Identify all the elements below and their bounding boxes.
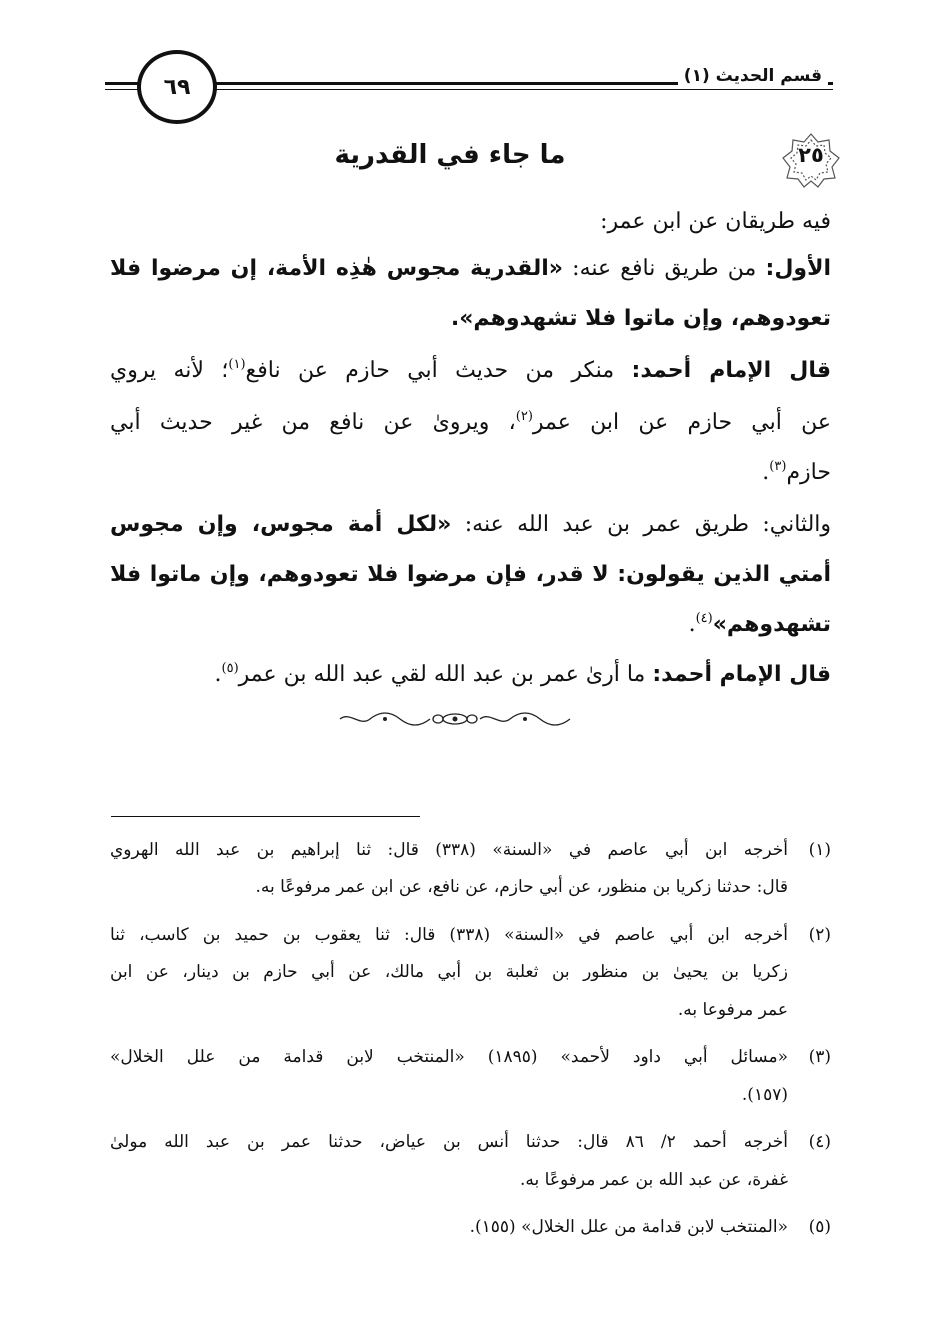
paragraph-second-line-1 bbox=[110, 514, 831, 536]
footnote-5-number: (٥) bbox=[808, 1217, 831, 1237]
label-imam-ahmad-2: قال الإمام أحمد: bbox=[652, 662, 831, 687]
footnote-ref-5[interactable]: (٥) bbox=[221, 661, 239, 676]
footnote-3-line-2: (١٥٧). bbox=[741, 1085, 788, 1105]
ahmad-comment-3a: حازم bbox=[786, 460, 831, 485]
header-rule-main-thin bbox=[205, 89, 833, 90]
label-first: الأول: bbox=[765, 256, 831, 281]
footnote-ref-3[interactable]: (٣) bbox=[769, 459, 787, 474]
label-imam-ahmad-1: قال الإمام أحمد: bbox=[631, 358, 831, 383]
hadith-quote-2b: أمتي الذين يقولون: لا قدر، فإن مرضوا فلا تعودوهم، وإن ماتوا فلا bbox=[110, 562, 831, 587]
footnote-1-number: (١) bbox=[808, 840, 831, 860]
second-route-text: والثاني: طريق عمر بن عبد الله عنه: bbox=[464, 512, 832, 537]
hadith-quote-2a: «لكل أمة مجوس، وإن مجوس bbox=[110, 512, 452, 537]
paragraph-ahmad-line-3 bbox=[110, 459, 831, 485]
hadith-quote-1b: تعودوهم، وإن ماتوا فلا تشهدوهم». bbox=[450, 306, 831, 331]
footnote-ref-4[interactable]: (٤) bbox=[695, 611, 713, 626]
footnote-3-line-1: «مسائل أبي داود لأحمد» (١٨٩٥) «المنتخب لابن قدامة من علل الخلال» bbox=[110, 1047, 788, 1067]
paragraph-first-line-1 bbox=[110, 258, 831, 280]
ahmad-comment-1a: منكر من حديث أبي حازم عن نافع bbox=[245, 358, 615, 383]
paragraph-ahmad-line-2 bbox=[110, 409, 831, 435]
paragraph-second-line-3 bbox=[110, 611, 831, 637]
footnote-2-line-3: عمر مرفوعا به. bbox=[677, 1000, 788, 1020]
footnote-1-line-1: أخرجه ابن أبي عاصم في «السنة» (٣٣٨) قال: ثنا إبراهيم بن عبد الله الهروي bbox=[110, 840, 788, 860]
section-number: ٢٥ bbox=[798, 143, 824, 167]
footnote-2-number: (٢) bbox=[808, 925, 831, 945]
ahmad-comment-2a: عن أبي حازم عن ابن عمر bbox=[532, 410, 831, 435]
paragraph-second-line-2 bbox=[110, 564, 831, 586]
footnote-ref-2[interactable]: (٢) bbox=[515, 409, 533, 424]
footnote-4-line-2: غفرة، عن عبد الله بن عمر مرفوعًا به. bbox=[519, 1170, 788, 1190]
paragraph-ahmad-line-1 bbox=[110, 357, 831, 383]
page-number: ٦٩ bbox=[137, 50, 217, 124]
intro-line bbox=[110, 211, 831, 233]
ahmad-comment-4: ما أرىٰ عمر بن عبد الله لقي عبد الله بن عمر bbox=[238, 662, 646, 687]
intro-text: فيه طريقان عن ابن عمر: bbox=[600, 209, 831, 234]
running-title: قسم الحديث (١) bbox=[678, 66, 828, 86]
footnote-4-line-1: أخرجه أحمد ٢/ ٨٦ قال: حدثنا أنس بن عياض، حدثنا عمر بن عبد الله مولىٰ bbox=[110, 1132, 789, 1152]
divider-ornament-icon bbox=[336, 710, 574, 728]
footnote-separator bbox=[111, 816, 420, 817]
ahmad-comment-1b: ؛ لأنه يروي bbox=[110, 358, 229, 383]
hadith-quote-2-end: . bbox=[688, 612, 696, 637]
footnote-2-line-2: زكريا بن يحيىٰ بن منظور بن ثعلبة بن أبي مالك، عن أبي حازم بن دينار، عن ابن bbox=[110, 962, 788, 982]
footnote-2-line-1: أخرجه ابن أبي عاصم في «السنة» (٣٣٨) قال: ثنا يعقوب بن حميد بن كاسب، ثنا bbox=[110, 925, 788, 945]
footnote-5-line-1: «المنتخب لابن قدامة من علل الخلال» (١٥٥). bbox=[469, 1217, 788, 1237]
paragraph-ahmad-2 bbox=[110, 661, 831, 687]
hadith-quote-2c: تشهدوهم» bbox=[712, 612, 831, 637]
ahmad-comment-2b: ، ويرویٰ عن نافع من غير حديث أبي bbox=[110, 410, 516, 435]
ahmad-comment-3b: . bbox=[762, 460, 770, 485]
footnote-3-number: (٣) bbox=[808, 1047, 831, 1067]
ahmad-comment-4-end: . bbox=[214, 662, 222, 687]
footnote-1-line-2: قال: حدثنا زكريا بن منظور، عن أبي حازم، عن نافع، عن ابن عمر مرفوعًا به. bbox=[255, 877, 788, 897]
hadith-quote-1a: «القدرية مجوس هٰذِه الأمة، إن مرضوا فلا bbox=[110, 256, 563, 281]
footnote-ref-1[interactable]: (١) bbox=[228, 357, 246, 372]
paragraph-first-line-2 bbox=[110, 308, 831, 330]
first-route-text: من طريق نافع عنه: bbox=[572, 256, 757, 281]
footnote-4-number: (٤) bbox=[808, 1132, 831, 1152]
section-title: ما جاء في القدرية bbox=[334, 140, 566, 170]
